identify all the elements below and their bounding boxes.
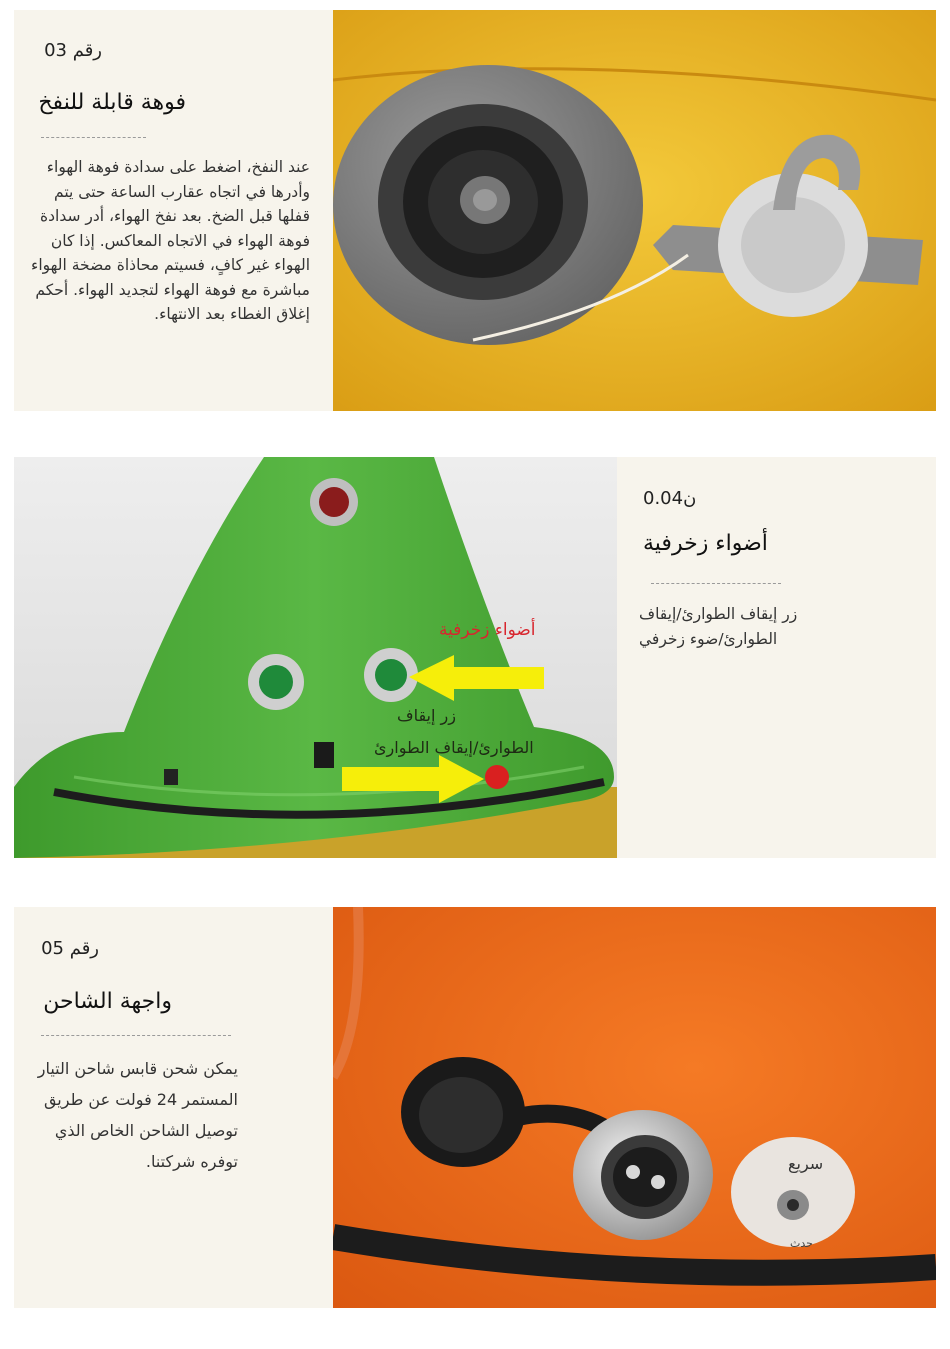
decorative-lights-illustration [14, 457, 617, 858]
section3-divider [41, 1035, 231, 1036]
section2-title: أضواء زخرفية [643, 531, 768, 556]
decorative-lights-annotation: أضواء زخرفية [439, 620, 536, 640]
section1-divider [41, 137, 146, 138]
fast-charge-label: سريع [788, 1154, 824, 1173]
emergency-stop-annotation-line2: الطوارئ/إيقاف الطوارئ [374, 738, 534, 757]
section3-text-panel [14, 907, 334, 1308]
charger-port-illustration [333, 907, 936, 1308]
section2-number: ن0.04 [643, 488, 697, 509]
section1-body: عند النفخ، اضغط على سدادة فوهة الهواء وأدرها في اتجاه عقارب الساعة حتى يتم قفلها قبل الضخ. بعد نفخ الهواء، أدر سدادة فوهة الهواء في الاتجاه المعاكس. إذا كان الهواء غير كافٍ، فسيتم محاذاة مضخة الهواء مباشرة مع فوهة الهواء لتجديد الهواء. أحكم إغلاق الغطاء بعد الانتهاء. [31, 158, 310, 323]
section3-number: رقم 05 [41, 938, 99, 959]
section3-body: يمكن شحن قابس شاحن التيار المستمر 24 فولت عن طريق توصيل الشاحن الخاص الذي توفره شركتنا. [37, 1059, 238, 1171]
small-port-label: حدث [790, 1237, 813, 1250]
section2-lights-photo [14, 457, 617, 858]
section1-number: رقم 03 [44, 40, 102, 61]
section2-divider [651, 583, 781, 584]
section2-text-panel [617, 457, 936, 858]
section1-title: فوهة قابلة للنفخ [38, 90, 186, 115]
section1-valve-photo [333, 10, 936, 411]
section1-text-panel [14, 10, 334, 411]
inflation-valve-illustration [333, 10, 936, 411]
emergency-stop-annotation-line1: زر إيقاف [397, 706, 456, 725]
section2-body: زر إيقاف الطوارئ/إيقاف الطوارئ/ضوء زخرفي [639, 605, 798, 648]
section3-charger-photo [333, 907, 936, 1308]
section3-title: واجهة الشاحن [43, 989, 172, 1014]
